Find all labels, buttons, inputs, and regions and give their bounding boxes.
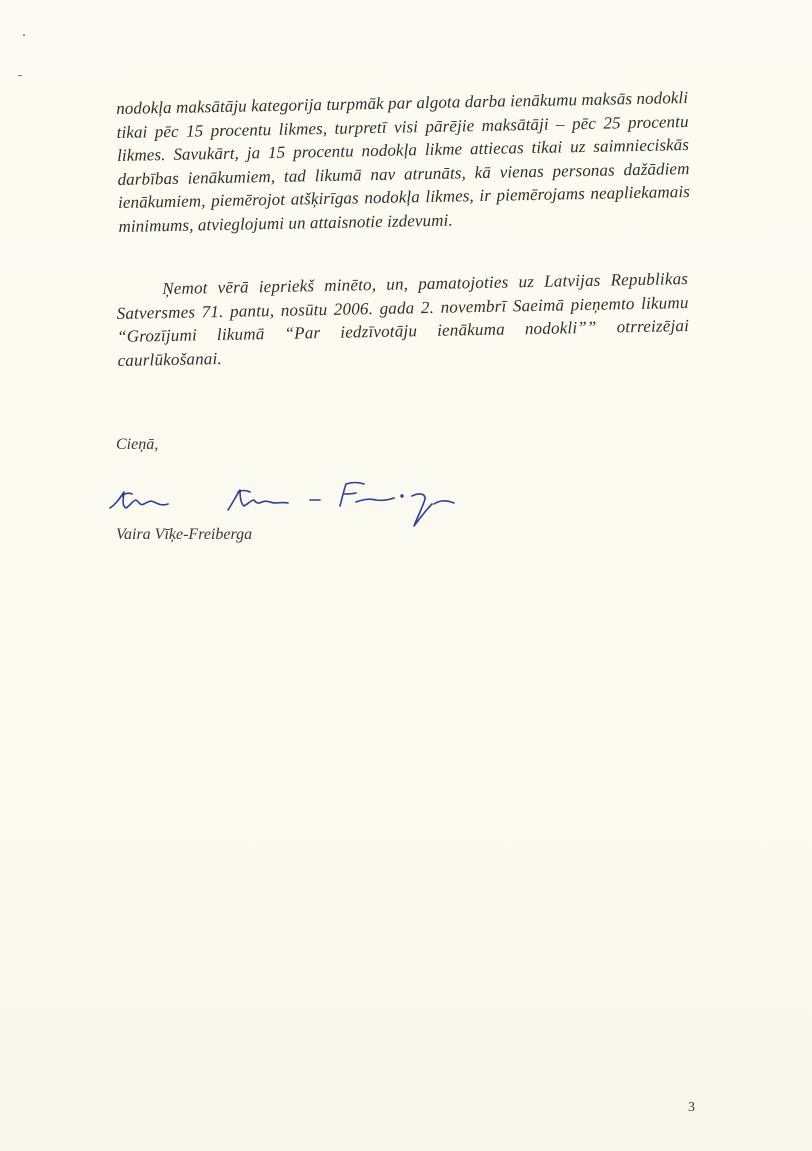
page-number: 3 — [688, 1100, 695, 1115]
body-paragraph-1: nodokļa maksātāju kategorija turpmāk par algota darba ienākumu maksās nodokli tikai pēc 15 procentu likmes, turpretī visi pārējie maksātāji – pēc 25 procentu likmes. Savukārt, ja 15 procentu nodokļa likme attiecas tikai uz saimnieciskās darbības ienākumiem, tad likumā nav atrunāts, kā vienas personas dažādiem ienākumiem, piemērojot atšķirīgas nodokļa likmes, ir piemērojams neapliekamais minimums, atvieglojumi un attaisnotie izdevumi. — [116, 88, 691, 236]
body-paragraph-2: Ņemot vērā iepriekš minēto, un, pamatojoties uz Latvijas Republikas Satversmes 71. pantu, nosūtu 2006. gada 2. novembrī Saeimā pieņemto likumu “Grozījumi likumā “Par iedzīvotāju ienākuma nodokli”” otrreizējai caurlūkošanai. — [116, 269, 690, 370]
scan-speck — [18, 75, 22, 76]
signer-name: Vaira Vīķe-Freiberga — [116, 526, 253, 543]
closing-salutation: Cieņā, — [116, 436, 159, 453]
scan-speck — [23, 34, 25, 36]
